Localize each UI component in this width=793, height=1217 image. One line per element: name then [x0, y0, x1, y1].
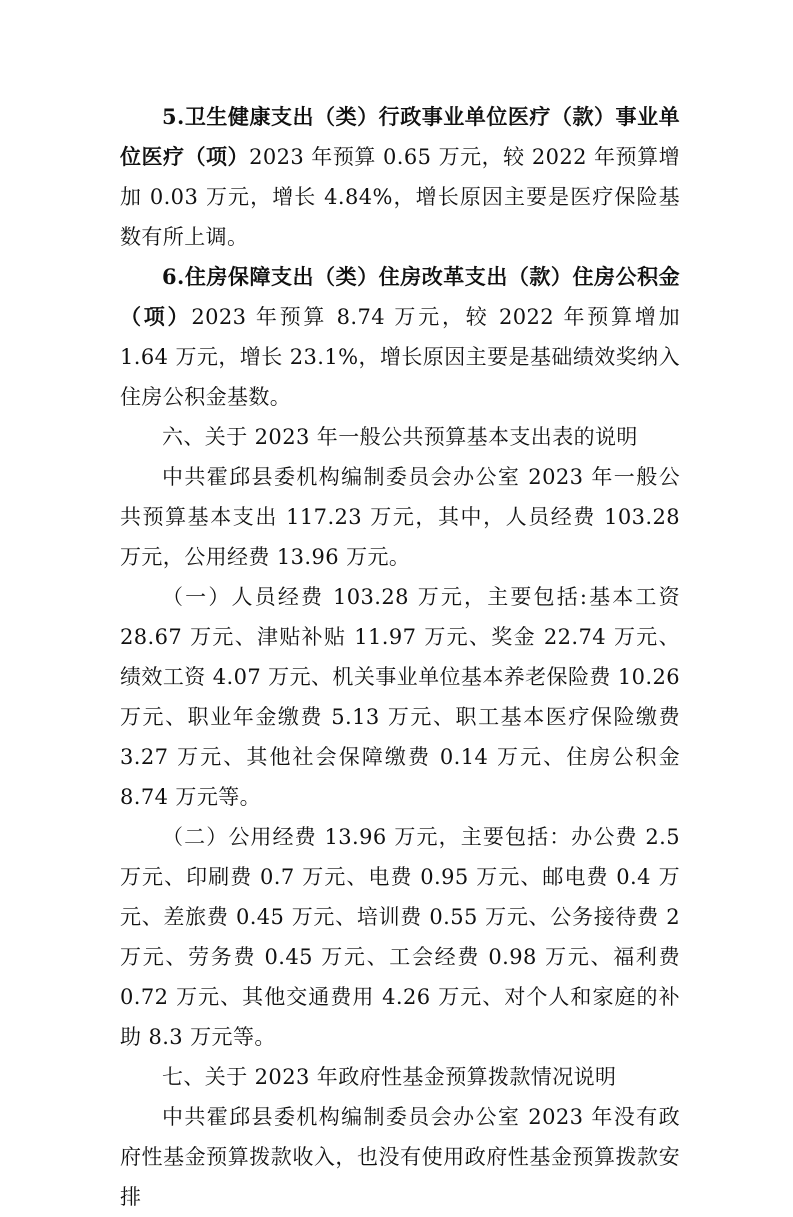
section-heading-six: 六、关于 2023 年一般公共预算基本支出表的说明 — [162, 425, 638, 449]
paragraph-housing-expenditure — [120, 257, 680, 417]
paragraph-housing-body: 2023 年预算 8.74 万元，较 2022 年预算增加 1.64 万元，增长 23.1%，增长原因主要是基础绩效奖纳入住房公积金基数。 — [120, 305, 681, 409]
paragraph-health-expenditure — [120, 97, 680, 257]
paragraph-personnel-expenses: （一）人员经费 103.28 万元，主要包括:基本工资 28.67 万元、津贴补贴 11.97 万元、奖金 22.74 万元、绩效工资 4.07 万元、机关事业单位基本养老保险费 10.26 万元、职业年金缴费 5.13 万元、职工基本医疗保险缴费 3.27 万元、其他社会保障缴费 0.14 万元、住房公积金 8.74 万元等。 — [120, 585, 680, 809]
paragraph-health-heading: 5.卫生健康支出（类）行政事业单位医疗（款）事业单位医疗（项） — [120, 104, 680, 169]
section-heading-seven: 七、关于 2023 年政府性基金预算拨款情况说明 — [162, 1065, 617, 1089]
paragraph-housing-heading: 6.住房保障支出（类）住房改革支出（款）住房公积金（项） — [120, 264, 680, 329]
paragraph-health-body: 2023 年预算 0.65 万元，较 2022 年预算增加 0.03 万元，增长 4.84%，增长原因主要是医疗保险基数有所上调。 — [120, 145, 680, 249]
paragraph-basic-expenditure: 中共霍邱县委机构编制委员会办公室 2023 年一般公共预算基本支出 117.23 万元，其中，人员经费 103.28 万元，公用经费 13.96 万元。 — [120, 465, 680, 569]
paragraph-government-fund: 中共霍邱县委机构编制委员会办公室 2023 年没有政府性基金预算拨款收入，也没有使用政府性基金预算拨款安排 — [120, 1105, 680, 1209]
document-page — [120, 97, 680, 1217]
paragraph-public-expenses: （二）公用经费 13.96 万元，主要包括：办公费 2.5 万元、印刷费 0.7 万元、电费 0.95 万元、邮电费 0.4 万元、差旅费 0.45 万元、培训费 0.55 万元、公务接待费 2 万元、劳务费 0.45 万元、工会经费 0.98 万元、福利费 0.72 万元、其他交通费用 4.26 万元、对个人和家庭的补助 8.3 万元等。 — [120, 825, 680, 1049]
